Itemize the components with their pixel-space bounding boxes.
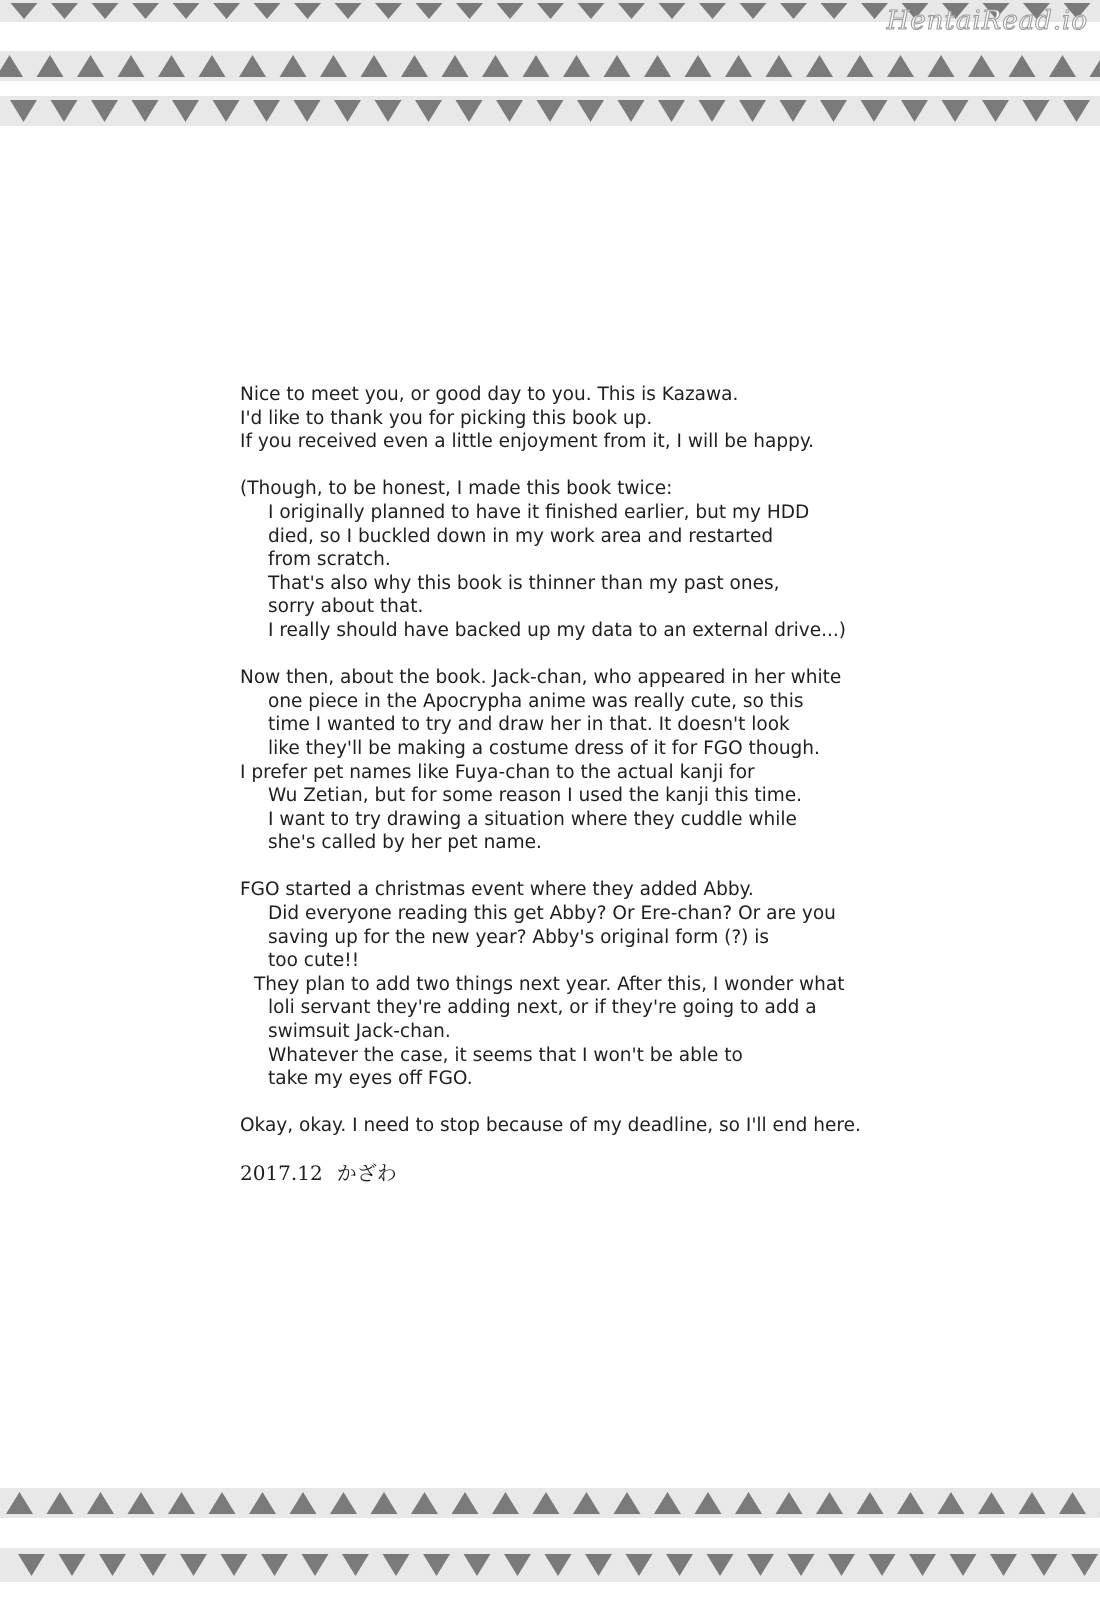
triangle-shape xyxy=(342,1554,369,1576)
triangle-shape xyxy=(861,3,888,19)
triangle-shape xyxy=(938,1492,965,1514)
triangle-shape xyxy=(92,3,119,19)
triangle-shape xyxy=(91,100,118,122)
text-line: loli servant they're adding next, or if they're going to add a xyxy=(268,997,817,1019)
triangle-shape xyxy=(51,100,78,122)
triangle-shape xyxy=(59,1554,86,1576)
text-line: time I wanted to try and draw her in that. It doesn't look xyxy=(268,714,790,736)
triangle-shape xyxy=(221,1554,248,1576)
triangle-shape xyxy=(847,55,874,77)
text-line: I really should have backed up my data to an external drive...) xyxy=(268,619,846,641)
triangle-shape xyxy=(416,3,443,19)
paragraph xyxy=(240,666,1080,855)
triangle-shape xyxy=(1090,55,1100,77)
text-line: Wu Zetian, but for some reason I used the kanji this time. xyxy=(268,785,803,807)
signature-date: 2017.12 xyxy=(240,1160,323,1185)
triangle-shape xyxy=(290,1492,317,1514)
triangle-shape xyxy=(699,3,726,19)
text-line: That's also why this book is thinner than my past ones, xyxy=(268,572,780,594)
triangle-shape xyxy=(375,100,402,122)
triangle-shape xyxy=(537,100,564,122)
triangle-shape xyxy=(335,3,362,19)
triangle-shape xyxy=(626,1554,653,1576)
triangle-shape xyxy=(18,1554,45,1576)
triangle-shape xyxy=(330,1492,357,1514)
triangle-shape xyxy=(978,1492,1005,1514)
triangle-shape xyxy=(1063,100,1090,122)
triangle-shape xyxy=(140,1554,167,1576)
triangle-shape xyxy=(294,3,321,19)
triangle-shape xyxy=(442,55,469,77)
triangle-shape xyxy=(1023,100,1050,122)
triangle-shape xyxy=(128,1492,155,1514)
triangle-shape xyxy=(740,3,767,19)
triangle-shape xyxy=(132,100,159,122)
triangle-shape xyxy=(901,100,928,122)
triangle-shape xyxy=(577,100,604,122)
triangle-shape xyxy=(77,55,104,77)
triangle-shape xyxy=(401,55,428,77)
triangle-shape xyxy=(47,1492,74,1514)
triangle-shape xyxy=(51,3,78,19)
triangle-band-bottom-down xyxy=(0,1548,1100,1582)
triangle-shape xyxy=(614,1492,641,1514)
triangle-shape xyxy=(654,1492,681,1514)
text-line: Okay, okay. I need to stop because of my deadline, so I'll end here. xyxy=(240,1115,861,1137)
triangle-shape xyxy=(504,1554,531,1576)
text-line: too cute!! xyxy=(268,950,360,972)
site-watermark: HentaiRead.io xyxy=(886,6,1088,36)
triangle-shape xyxy=(857,1492,884,1514)
triangle-shape xyxy=(482,55,509,77)
triangle-shape xyxy=(644,55,671,77)
text-line: (Though, to be honest, I made this book twice: xyxy=(240,478,673,500)
triangle-shape xyxy=(456,100,483,122)
triangle-shape xyxy=(302,1554,329,1576)
text-line: she's called by her pet name. xyxy=(268,832,542,854)
afterword-text xyxy=(240,383,1080,1185)
triangle-shape xyxy=(320,55,347,77)
triangle-shape xyxy=(618,3,645,19)
triangle-shape xyxy=(707,1554,734,1576)
text-line: like they'll be making a costume dress of it for FGO though. xyxy=(268,737,820,759)
triangle-shape xyxy=(776,1492,803,1514)
signature-name: かざわ xyxy=(336,1160,397,1185)
triangle-shape xyxy=(249,1492,276,1514)
text-line: Now then, about the book. Jack-chan, who appeared in her white xyxy=(240,667,842,689)
triangle-shape xyxy=(371,1492,398,1514)
triangle-shape xyxy=(806,55,833,77)
triangle-shape xyxy=(209,1492,236,1514)
triangle-shape xyxy=(375,3,402,19)
triangle-shape xyxy=(492,1492,519,1514)
triangle-shape xyxy=(0,55,23,77)
text-line: I prefer pet names like Fuya-chan to the actual kanji for xyxy=(240,761,755,783)
text-line: Nice to meet you, or good day to you. This is Kazawa. xyxy=(240,384,739,405)
triangle-shape xyxy=(861,100,888,122)
triangle-shape xyxy=(659,3,686,19)
triangle-shape xyxy=(695,1492,722,1514)
text-line: I'd like to thank you for picking this book up. xyxy=(240,407,653,429)
triangle-shape xyxy=(820,100,847,122)
text-line: take my eyes off FGO. xyxy=(268,1068,473,1090)
triangle-shape xyxy=(261,1554,288,1576)
triangle-shape xyxy=(6,1492,33,1514)
triangle-shape xyxy=(158,55,185,77)
triangle-shape xyxy=(1031,1554,1058,1576)
triangle-shape xyxy=(1009,55,1036,77)
triangle-shape xyxy=(585,1554,612,1576)
triangle-shape xyxy=(118,55,145,77)
triangle-shape xyxy=(990,1554,1017,1576)
triangle-shape xyxy=(780,100,807,122)
triangle-shape xyxy=(869,1554,896,1576)
triangle-shape xyxy=(747,1554,774,1576)
triangle-band-top-down xyxy=(0,96,1100,126)
triangle-shape xyxy=(180,1554,207,1576)
triangle-shape xyxy=(573,1492,600,1514)
triangle-shape xyxy=(735,1492,762,1514)
triangle-shape xyxy=(99,1554,126,1576)
paragraph xyxy=(240,477,1080,642)
triangle-shape xyxy=(361,55,388,77)
text-line: FGO started a christmas event where they added Abby. xyxy=(240,879,754,901)
triangle-shape xyxy=(173,3,200,19)
triangle-shape xyxy=(533,1492,560,1514)
triangle-shape xyxy=(87,1492,114,1514)
triangle-shape xyxy=(523,55,550,77)
text-line: If you received even a little enjoyment from it, I will be happy. xyxy=(240,431,815,453)
triangle-shape xyxy=(199,55,226,77)
triangle-shape xyxy=(942,100,969,122)
triangle-shape xyxy=(423,1554,450,1576)
text-line: saving up for the new year? Abby's original form (?) is xyxy=(268,926,770,948)
signature xyxy=(240,1162,1080,1186)
triangle-shape xyxy=(982,100,1009,122)
triangle-shape xyxy=(294,100,321,122)
paragraph xyxy=(240,878,1080,1090)
text-line: I want to try drawing a situation where they cuddle while xyxy=(268,808,797,830)
triangle-shape xyxy=(213,100,240,122)
triangle-shape xyxy=(1019,1492,1046,1514)
triangle-shape xyxy=(928,55,955,77)
triangle-shape xyxy=(213,3,240,19)
triangle-shape xyxy=(828,1554,855,1576)
triangle-shape xyxy=(563,55,590,77)
text-line: from scratch. xyxy=(268,549,391,571)
triangle-shape xyxy=(497,3,524,19)
triangle-shape xyxy=(766,55,793,77)
triangle-shape xyxy=(411,1492,438,1514)
triangle-shape xyxy=(334,100,361,122)
text-line: I originally planned to have it finished earlier, but my HDD xyxy=(268,501,810,523)
triangle-shape xyxy=(816,1492,843,1514)
triangle-shape xyxy=(618,100,645,122)
text-line: swimsuit Jack-chan. xyxy=(268,1021,451,1043)
triangle-shape xyxy=(11,3,38,19)
triangle-shape xyxy=(780,3,807,19)
triangle-shape xyxy=(37,55,64,77)
triangle-shape xyxy=(452,1492,479,1514)
triangle-band-top-up xyxy=(0,51,1100,81)
triangle-shape xyxy=(545,1554,572,1576)
triangle-shape xyxy=(699,100,726,122)
triangle-shape xyxy=(1071,1554,1098,1576)
triangle-shape xyxy=(788,1554,815,1576)
text-line: Whatever the case, it seems that I won't be able to xyxy=(268,1044,743,1066)
triangle-shape xyxy=(666,1554,693,1576)
triangle-shape xyxy=(725,55,752,77)
triangle-shape xyxy=(280,55,307,77)
triangle-shape xyxy=(253,100,280,122)
triangle-shape xyxy=(578,3,605,19)
text-line: They plan to add two things next year. After this, I wonder what xyxy=(254,973,845,995)
triangle-shape xyxy=(658,100,685,122)
text-line: Did everyone reading this get Abby? Or Ere-chan? Or are you xyxy=(268,903,836,925)
triangle-shape xyxy=(10,100,37,122)
triangle-shape xyxy=(604,55,631,77)
afterword-paragraphs xyxy=(240,383,1080,1138)
triangle-shape xyxy=(537,3,564,19)
text-line: died, so I buckled down in my work area and restarted xyxy=(268,525,774,547)
triangle-shape xyxy=(887,55,914,77)
triangle-shape xyxy=(239,55,266,77)
paragraph xyxy=(240,383,1080,454)
triangle-shape xyxy=(415,100,442,122)
triangle-shape xyxy=(1049,55,1076,77)
triangle-shape xyxy=(464,1554,491,1576)
triangle-shape xyxy=(897,1492,924,1514)
triangle-shape xyxy=(739,100,766,122)
text-line: sorry about that. xyxy=(268,596,424,618)
triangle-band-bottom-up xyxy=(0,1488,1100,1518)
triangle-shape xyxy=(950,1554,977,1576)
triangle-shape xyxy=(821,3,848,19)
triangle-shape xyxy=(496,100,523,122)
triangle-shape xyxy=(1059,1492,1086,1514)
triangle-shape xyxy=(456,3,483,19)
triangle-shape xyxy=(909,1554,936,1576)
triangle-shape xyxy=(168,1492,195,1514)
triangle-shape xyxy=(685,55,712,77)
paragraph xyxy=(240,1114,1080,1138)
text-line: one piece in the Apocrypha anime was really cute, so this xyxy=(268,690,804,712)
triangle-shape xyxy=(172,100,199,122)
triangle-shape xyxy=(254,3,281,19)
triangle-shape xyxy=(383,1554,410,1576)
triangle-shape xyxy=(968,55,995,77)
triangle-shape xyxy=(132,3,159,19)
